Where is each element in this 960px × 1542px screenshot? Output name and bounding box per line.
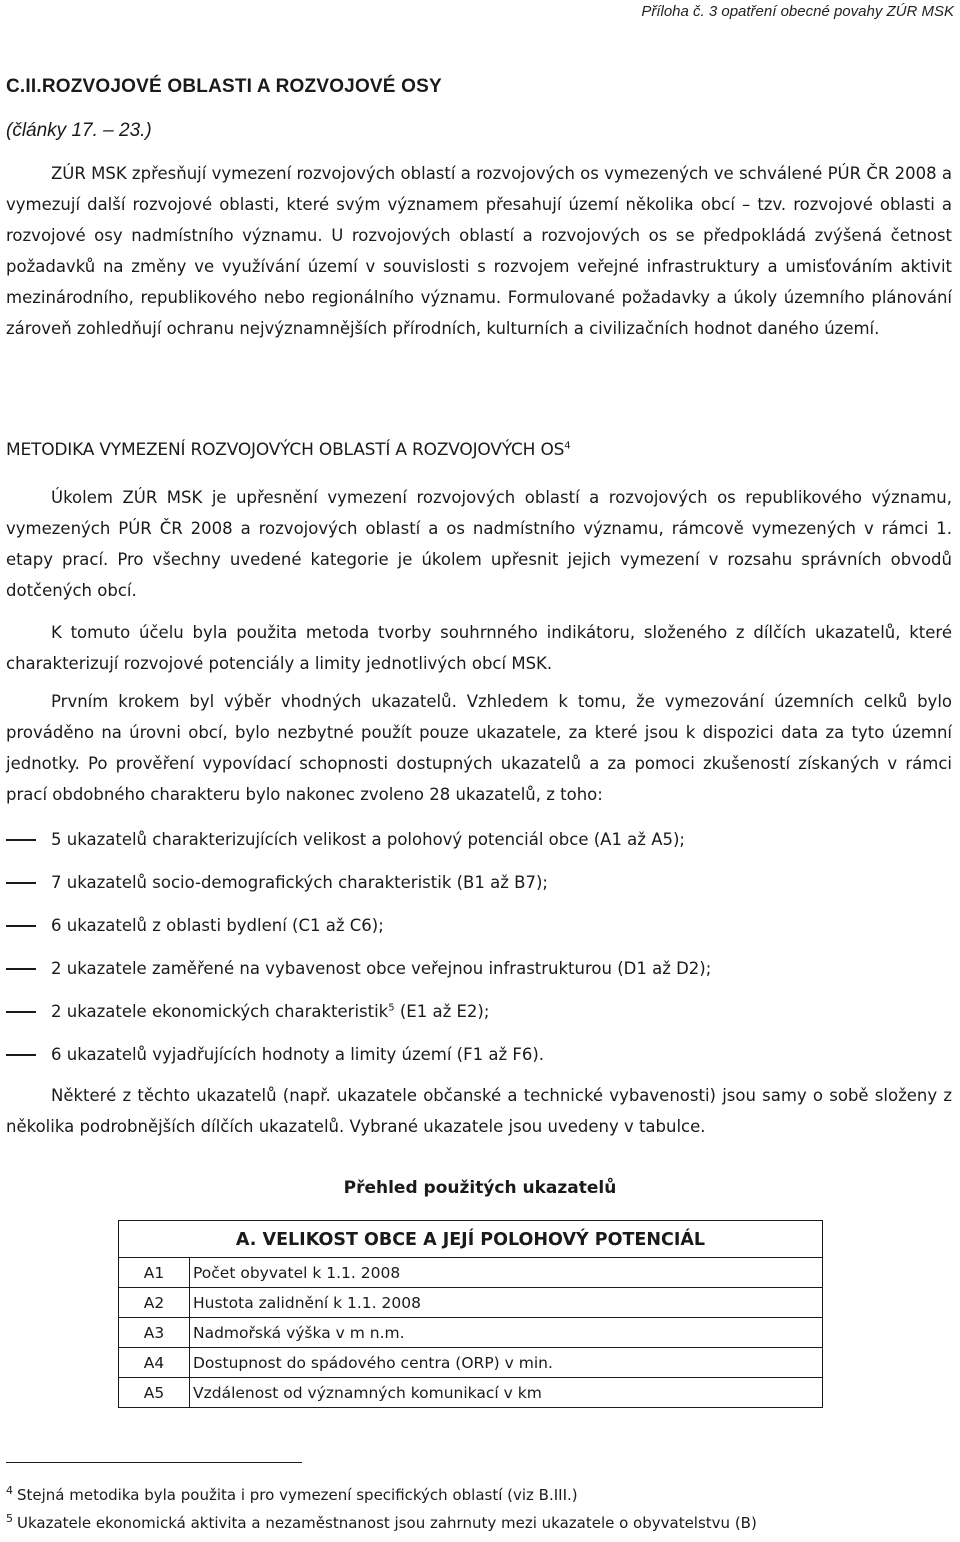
table-group-header: A. VELIKOST OBCE A JEJÍ POLOHOVÝ POTENCIÁL	[119, 1221, 823, 1258]
indicator-table	[118, 1220, 823, 1408]
intro-paragraph: ZÚR MSK zpřesňují vymezení rozvojových oblastí a rozvojových os vymezených ve schválené PÚR ČR 2008 a vymezují další rozvojové oblasti, které svým významem přesahují území několika obcí – tzv. rozvojové oblasti a rozvojové osy nadmístního významu. U rozvojových oblastí a rozvojových os se předpokládá zvýšená četnost požadavků na změny ve využívání území v souvislosti s rozvojem veřejné infrastruktury a umisťováním aktivit mezinárodního, republikového nebo regionálního významu. Formulované požadavky a úkoly územního plánování zároveň zohledňují ochranu nejvýznamnějších přírodních, kulturních a civilizačních hodnot daného území.	[6, 164, 952, 338]
list-item	[6, 908, 952, 951]
dash-icon	[6, 882, 36, 884]
table-row	[119, 1258, 823, 1288]
running-header: Příloha č. 3 opatření obecné povahy ZÚR MSK	[641, 3, 954, 20]
footnote-text: Stejná metodika byla použita i pro vymezení specifických oblastí (viz B.III.)	[17, 1486, 578, 1504]
footnote-divider	[6, 1462, 302, 1463]
methodology-heading-text: METODIKA VYMEZENÍ ROZVOJOVÝCH OBLASTÍ A ROZVOJOVÝCH OS	[6, 440, 565, 460]
table-row	[119, 1378, 823, 1408]
footnote-ref-4: 4	[564, 440, 571, 452]
footnote-ref-5: 5	[388, 1002, 395, 1014]
table-header-row	[119, 1221, 823, 1258]
footnote-number: 5	[6, 1512, 13, 1525]
dash-icon	[6, 1054, 36, 1056]
indicator-list	[6, 822, 952, 1080]
list-item	[6, 994, 952, 1037]
footnote-5	[6, 1514, 757, 1532]
indicator-label: Nadmořská výška v m n.m.	[190, 1318, 823, 1348]
table-row	[119, 1288, 823, 1318]
section-articles: (články 17. – 23.)	[6, 120, 152, 141]
dash-icon	[6, 968, 36, 970]
methodology-paragraph-2: K tomuto účelu byla použita metoda tvorby souhrnného indikátoru, složeného z dílčích ukazatelů, které charakterizují rozvojové potenciály a limity jednotlivých obcí MSK.	[6, 623, 952, 673]
indicator-code: A1	[119, 1258, 190, 1288]
footnote-text: Ukazatele ekonomická aktivita a nezaměstnanost jsou zahrnuty mezi ukazatele o obyvatelstvu (B)	[17, 1514, 757, 1532]
footnote-number: 4	[6, 1484, 13, 1497]
list-item	[6, 865, 952, 908]
list-item-text: 2 ukazatele zaměřené na vybavenost obce veřejnou infrastrukturou (D1 až D2);	[51, 959, 712, 978]
table-row	[119, 1318, 823, 1348]
list-item-text: 2 ukazatele ekonomických charakteristik	[51, 1002, 389, 1021]
indicator-code: A2	[119, 1288, 190, 1318]
methodology-paragraph-1: Úkolem ZÚR MSK je upřesnění vymezení rozvojových oblastí a rozvojových os republikového významu, vymezených PÚR ČR 2008 a rozvojových oblastí a os nadmístního významu, rámcově vymezených v rámci 1. etapy prací. Pro všechny uvedené kategorie je úkolem upřesnit jejich vymezení v rozsahu správních obvodů dotčených obcí.	[6, 488, 952, 600]
list-item-text: 6 ukazatelů z oblasti bydlení (C1 až C6);	[51, 916, 384, 935]
list-item	[6, 822, 952, 865]
dash-icon	[6, 1011, 36, 1013]
list-item-text: 7 ukazatelů socio-demografických charakteristik (B1 až B7);	[51, 873, 548, 892]
indicator-code: A4	[119, 1348, 190, 1378]
methodology-paragraph-3: Prvním krokem byl výběr vhodných ukazatelů. Vzhledem k tomu, že vymezování územních celků bylo prováděno na úrovni obcí, bylo nezbytné použít pouze ukazatele, za které jsou k dispozici data za tyto územní jednotky. Po prověření vypovídací schopnosti dostupných ukazatelů a za pomoci zkušeností získaných v rámci prací obdobného charakteru bylo nakonec zvoleno 28 ukazatelů, z toho:	[6, 692, 952, 804]
table-row	[119, 1348, 823, 1378]
list-item	[6, 951, 952, 994]
section-title: C.II.ROZVOJOVÉ OBLASTI A ROZVOJOVÉ OSY	[6, 76, 442, 97]
list-item-text: 5 ukazatelů charakterizujících velikost a polohový potenciál obce (A1 až A5);	[51, 830, 685, 849]
indicator-label: Dostupnost do spádového centra (ORP) v min.	[190, 1348, 823, 1378]
table-caption: Přehled použitých ukazatelů	[343, 1178, 617, 1198]
indicator-label: Počet obyvatel k 1.1. 2008	[190, 1258, 823, 1288]
indicator-label: Vzdálenost od významných komunikací v km	[190, 1378, 823, 1408]
footnote-4	[6, 1486, 578, 1504]
dash-icon	[6, 839, 36, 841]
methodology-heading	[6, 440, 570, 460]
list-item-text-tail: (E1 až E2);	[394, 1002, 490, 1021]
methodology-paragraph-4: Některé z těchto ukazatelů (např. ukazatele občanské a technické vybavenosti) jsou samy o sobě složeny z několika podrobnějších dílčích ukazatelů. Vybrané ukazatele jsou uvedeny v tabulce.	[6, 1086, 952, 1136]
indicator-code: A3	[119, 1318, 190, 1348]
list-item	[6, 1037, 952, 1080]
list-item-text: 6 ukazatelů vyjadřujících hodnoty a limity území (F1 až F6).	[51, 1045, 545, 1064]
indicator-code: A5	[119, 1378, 190, 1408]
dash-icon	[6, 925, 36, 927]
indicator-label: Hustota zalidnění k 1.1. 2008	[190, 1288, 823, 1318]
